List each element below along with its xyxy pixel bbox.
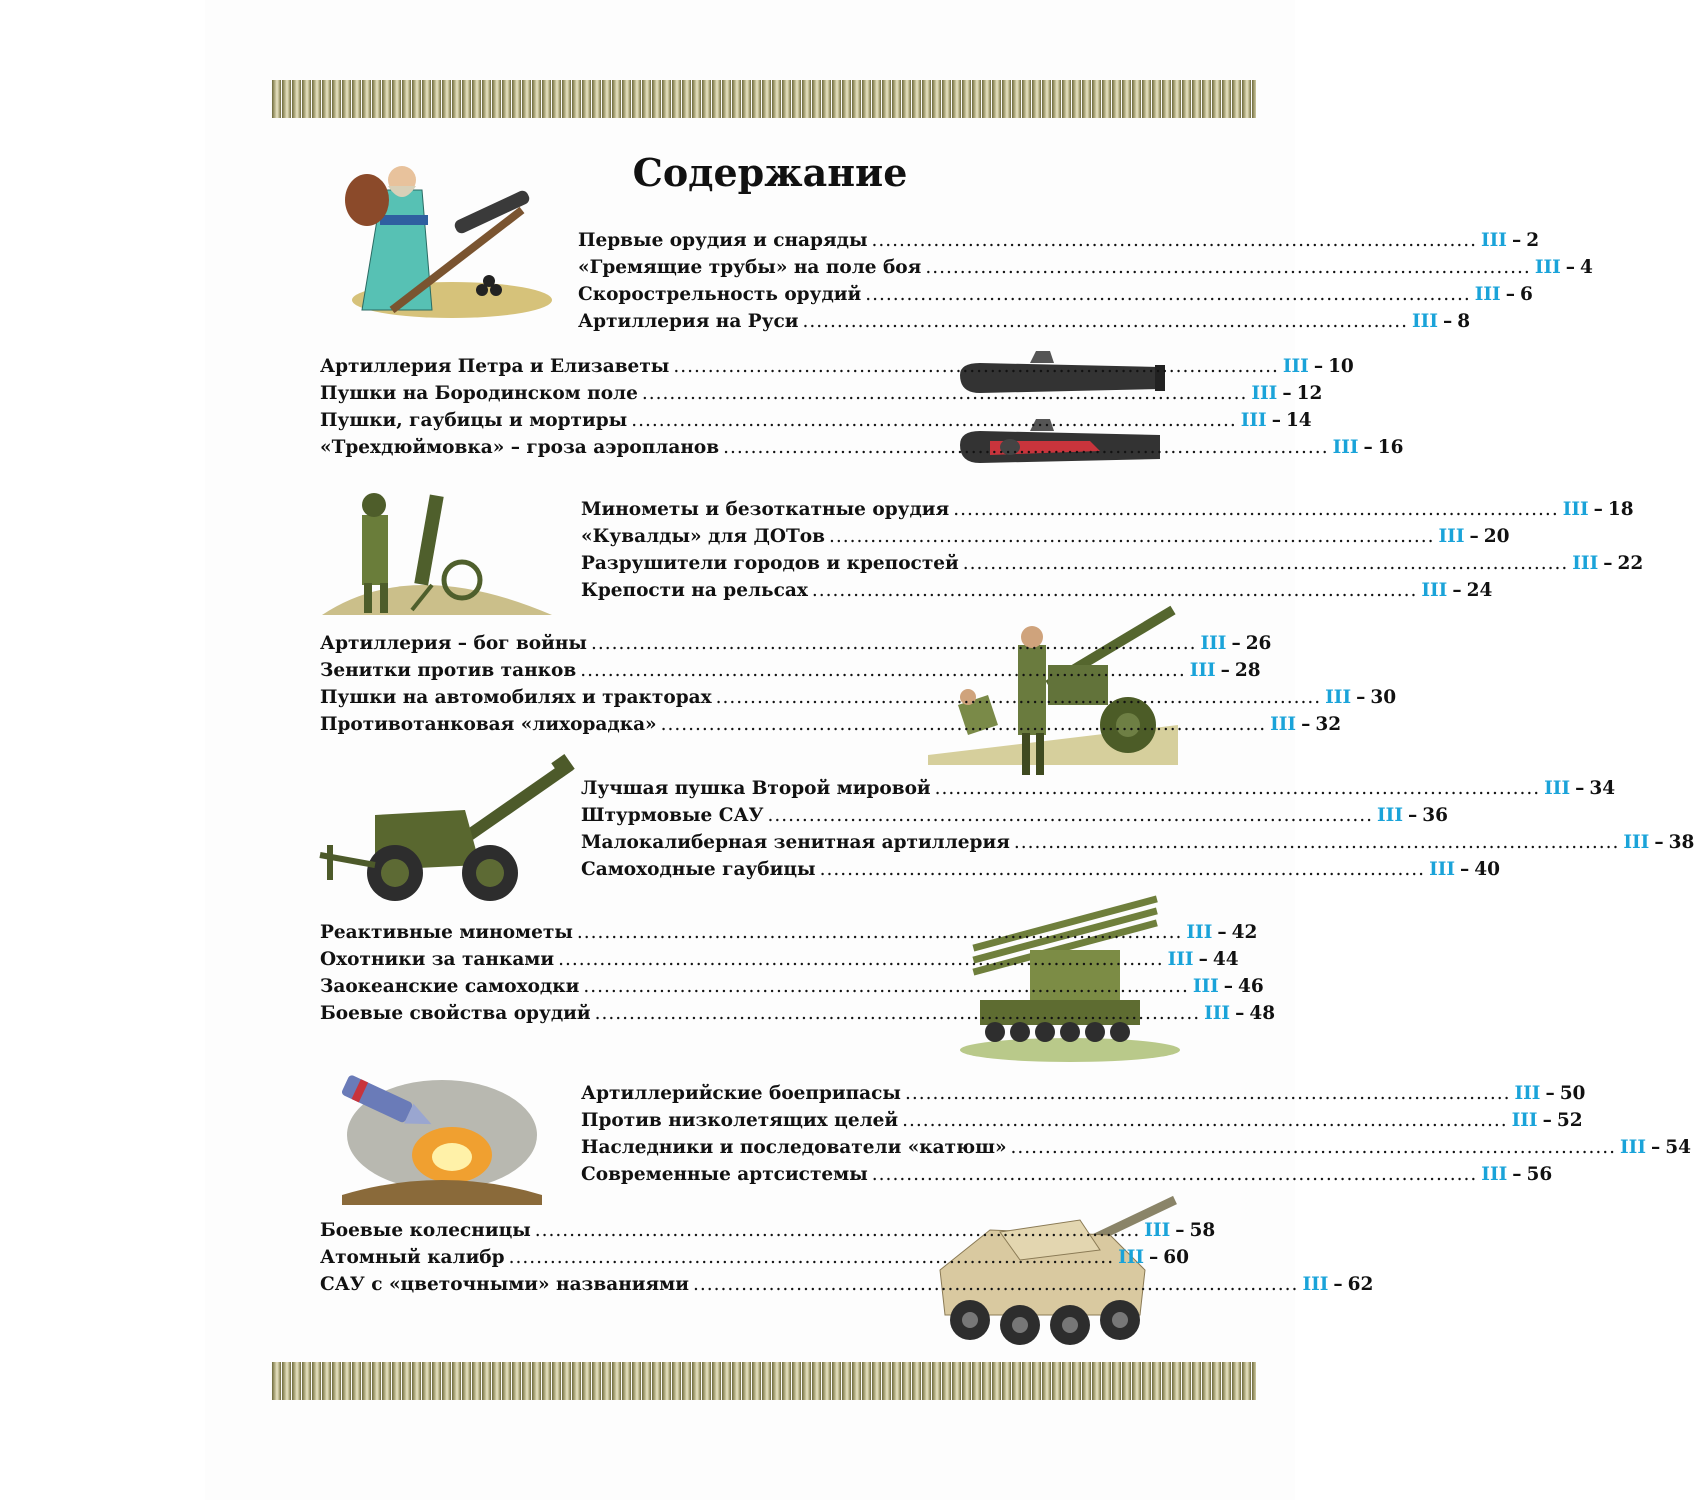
volume-label: III [1192, 976, 1219, 997]
page-number: 34 [1589, 778, 1616, 799]
volume-label: III [1332, 437, 1359, 458]
page-number: 12 [1296, 383, 1323, 404]
page-number: 16 [1377, 437, 1404, 458]
volume-label: III [1534, 257, 1561, 278]
volume-label: III [1572, 553, 1599, 574]
toc-entry[interactable]: Охотники за танками ........................................................................................ III – 44 [320, 949, 1239, 970]
page-number: 36 [1422, 805, 1448, 826]
toc-entry[interactable]: Атомный калибр ........................................................................................ III – 60 [320, 1247, 1190, 1268]
toc-entry[interactable]: Лучшая пушка Второй мировой ........................................................................................ III – 34 [581, 778, 1616, 799]
toc-entry[interactable]: Крепости на рельсах ........................................................................................ III – 24 [581, 580, 1493, 601]
toc-entry[interactable]: Реактивные минометы ........................................................................................ III – 42 [320, 922, 1258, 943]
page-title: Содержание [632, 150, 908, 195]
page-number: 54 [1665, 1137, 1691, 1158]
toc-entry[interactable]: Пушки на Бородинском поле ........................................................................................ III – 12 [320, 383, 1323, 404]
page-number: 42 [1231, 922, 1258, 943]
page-number: 40 [1474, 859, 1501, 880]
toc-entry[interactable]: Пушки на автомобилях и тракторах ........................................................................................ III – 30 [320, 687, 1397, 708]
page-number: 62 [1347, 1274, 1374, 1295]
volume-label: III [1251, 383, 1278, 404]
toc-entry[interactable]: Штурмовые САУ ........................................................................................ III – 36 [581, 805, 1448, 826]
decorative-border-bottom [272, 1362, 1256, 1400]
toc-entry[interactable]: Малокалиберная зенитная артиллерия ........................................................................................ III – 38 [581, 832, 1694, 853]
volume-label: III [1620, 1137, 1646, 1158]
volume-label: III [1429, 859, 1456, 880]
mortar-crew-illustration [322, 475, 552, 625]
volume-label: III [1511, 1110, 1538, 1131]
volume-label: III [1167, 949, 1194, 970]
toc-entry[interactable]: «Гремящие трубы» на поле боя ........................................................................................ III – 4 [578, 257, 1156, 284]
volume-label: III [1325, 687, 1352, 708]
volume-label: III [1421, 580, 1448, 601]
page-number: 24 [1466, 580, 1493, 601]
page-number: 22 [1617, 553, 1644, 574]
field-gun-illustration [315, 755, 575, 905]
volume-label: III [1474, 284, 1501, 305]
volume-label: III [1514, 1083, 1541, 1104]
page-number: 48 [1249, 1003, 1276, 1024]
page-number: 18 [1607, 499, 1634, 520]
volume-label: III [1562, 499, 1589, 520]
toc-entry[interactable]: Самоходные гаубицы ........................................................................................ III – 40 [581, 859, 1501, 880]
page-number: 50 [1559, 1083, 1586, 1104]
page-number: 58 [1189, 1220, 1216, 1241]
toc-entry[interactable]: Против низколетящих целей ........................................................................................ III – 52 [581, 1110, 1583, 1131]
volume-label: III [1412, 311, 1438, 332]
page-number: 8 [1457, 311, 1471, 332]
volume-label: III [1118, 1247, 1145, 1268]
page-number: 56 [1526, 1164, 1553, 1185]
volume-label: III [1204, 1003, 1231, 1024]
volume-label: III [1189, 660, 1216, 681]
volume-label: III [1544, 778, 1571, 799]
toc-entry[interactable]: Минометы и безоткатные орудия ........................................................................................ III – 18 [581, 499, 1634, 520]
medieval-gunner-illustration [322, 160, 552, 320]
page-number: 32 [1315, 714, 1342, 735]
toc-entry[interactable]: Пушки, гаубицы и мортиры ........................................................................................ III – 14 [320, 410, 1312, 431]
toc-entry[interactable]: Разрушители городов и крепостей ........................................................................................ III – 22 [581, 553, 1644, 574]
toc-entry[interactable]: Наследники и последователи «катюш» ........................................................................................ III – 54 [581, 1137, 1691, 1158]
toc-entry[interactable]: Артиллерия на Руси ........................................................................................ III – 8 [578, 311, 1156, 338]
toc-entry[interactable]: Артиллерия Петра и Елизаветы ........................................................................................ III – 10 [320, 356, 1354, 377]
volume-label: III [1240, 410, 1267, 431]
page-number: 30 [1370, 687, 1397, 708]
toc-entry[interactable]: Скорострельность орудий ........................................................................................ III – 6 [578, 284, 1156, 311]
toc-entry[interactable]: Боевые свойства орудий ........................................................................................ III – 48 [320, 1003, 1276, 1024]
volume-label: III [1623, 832, 1650, 853]
page-number: 14 [1285, 410, 1312, 431]
toc-entry[interactable]: Заокеанские самоходки ........................................................................................ III – 46 [320, 976, 1264, 997]
toc-entry[interactable]: «Кувалды» для ДОТов ........................................................................................ III – 20 [581, 526, 1510, 547]
page-number: 20 [1483, 526, 1510, 547]
volume-label: III [1481, 230, 1507, 251]
volume-label: III [1302, 1274, 1329, 1295]
page-number: 26 [1245, 633, 1272, 654]
volume-label: III [1144, 1220, 1171, 1241]
volume-label: III [1200, 633, 1227, 654]
toc-entry[interactable]: Артиллерийские боеприпасы ........................................................................................ III – 50 [581, 1083, 1586, 1104]
volume-label: III [1186, 922, 1213, 943]
toc-entry[interactable]: САУ с «цветочными» названиями ........................................................................................ III – 62 [320, 1274, 1374, 1295]
decorative-border-top [272, 80, 1256, 118]
toc-entry[interactable]: Первые орудия и снаряды ........................................................................................ III – 2 [578, 230, 1156, 257]
page-number: 4 [1580, 257, 1593, 278]
page-number: 60 [1163, 1247, 1190, 1268]
page-number: 52 [1556, 1110, 1583, 1131]
toc-entry[interactable]: Артиллерия – бог войны ........................................................................................ III – 26 [320, 633, 1272, 654]
toc-entry[interactable]: Боевые колесницы ........................................................................................ III – 58 [320, 1220, 1216, 1241]
volume-label: III [1282, 356, 1309, 377]
toc-entry[interactable]: Противотанковая «лихорадка» ........................................................................................ III – 32 [320, 714, 1342, 735]
page-number: 38 [1668, 832, 1694, 853]
volume-label: III [1438, 526, 1465, 547]
page-number: 28 [1234, 660, 1261, 681]
page-number: 2 [1526, 230, 1540, 251]
wheeled-spg-illustration [930, 1190, 1180, 1355]
toc-entry[interactable]: «Трехдюймовка» – гроза аэропланов ........................................................................................ III – 16 [320, 437, 1404, 458]
page-number: 46 [1238, 976, 1264, 997]
volume-label: III [1481, 1164, 1508, 1185]
page-number: 10 [1328, 356, 1354, 377]
volume-label: III [1270, 714, 1297, 735]
page-number: 6 [1519, 284, 1533, 305]
volume-label: III [1377, 805, 1403, 826]
shell-explosion-illustration [322, 1065, 552, 1205]
toc-entry[interactable]: Зенитки против танков ........................................................................................ III – 28 [320, 660, 1261, 681]
page-number: 44 [1212, 949, 1239, 970]
toc-entry[interactable]: Современные артсистемы ........................................................................................ III – 56 [581, 1164, 1553, 1185]
